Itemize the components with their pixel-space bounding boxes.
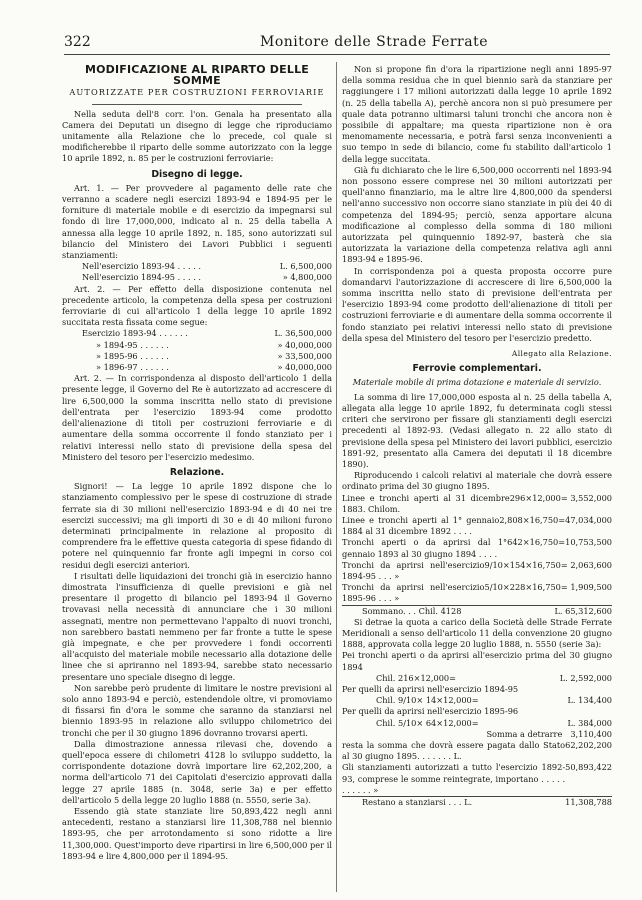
list-item: Nell'esercizio 1894-95 . . . . . » 4,800,000 bbox=[82, 272, 332, 283]
relazione-heading: Relazione. bbox=[169, 466, 225, 478]
list-item: » 1894-95 . . . . . . » 40,000,000 bbox=[96, 339, 332, 350]
right-paragraph-4: La somma di lire 17,000,000 esposta al n. 25 della tabella A, allegata alla legge 10 aprile 1892, fu determinata cogli stessi criteri che servirono per fissare gli stanziamenti degli esercizi precedenti al 1892-93. (Vedasi allegato n. 22 allo stato di previsione della spesa pel Ministero dei lavori pubblici, esercizio 1891-92, presentato alla Camera dei deputati il 18 dicembre 1890). bbox=[342, 391, 612, 469]
relazione-paragraph-4: Dalla dimostrazione annessa rilevasi che, dovendo a quell'epoca essere di chilometri 4128 lo sviluppo suddetto, la corrispondente dotazione dovrà importare lire 62,202,200, a norma dell'articolo 71 dei Capitolati d'esercizio approvati dalla legge 27 aprile 1885 (n. 3048, serie 3a) e per effetto dell'articolo 5 della legge 20 luglio 1888 (n. 5550, serie 3a). bbox=[62, 738, 332, 805]
right-paragraph-7: Pei tronchi aperti o da aprirsi all'esercizio prima del 30 giugno 1894 bbox=[342, 650, 612, 672]
right-paragraph-2: Già fu dichiarato che le lire 6,500,000 occorrenti nel 1893-94 non possono essere comprese nei 30 milioni autorizzati per quell'anno finanziario, ma le altre lire 4,800,000 da spendersi nell'anno successivo non occorre siano stanziate in più dei 40 di competenza del 1894-95; perciò, senza apportare alcuna modificazione al complesso della somma di 180 milioni autorizzata pel quinquennio 1892-97, basterà che sia autorizzata la variazione della competenza relativa agli anni 1893-94 e 1895-96. bbox=[342, 164, 612, 265]
relazione-paragraph-5: Essendo già state stanziate lire 50,893,422 negli anni antecedenti, restano a stanziarsi lire 11,308,788 nel biennio 1893-95, che per arrotondamento si sono ridotte a lire 11,300,000. Quest'importo deve ripartirsi in lire 6,500,000 per il 1893-94 e lire 4,800,000 per il 1894-95. bbox=[62, 806, 332, 861]
right-column bbox=[342, 64, 612, 808]
relazione-paragraph-2: I risultati delle liquidazioni dei tronchi già in esercizio hanno dimostrata l'insufficienza di quelle previsioni e già nel presentare il progetto di bilancio pel 1893-94 il Governo trovavasi nella necessità di annunciare che i 30 milioni assegnati, mentre non permettevano l'appalto di nuovi tronchi, non sarebbero bastati nemmeno per far fronte a tutte le spese già impegnate, e che per provvedere i fondi occorrenti all'acquisto del materiale mobile necessario alla dotazione delle linee che si apriranno nel 1893-94, sarebbe stato necessario presentare uno speciale disegno di legge. bbox=[62, 570, 332, 682]
list-item: » 1895-96 . . . . . . » 33,500,000 bbox=[96, 350, 332, 361]
relazione-paragraph-3: Non sarebbe però prudente di limitare le nostre previsioni al solo anno 1893-94 e perciò, estendendole oltre, vi promoviamo di fissarsi fin d'ora le somme che saranno da stanziarsi nel biennio 1893-95 in relazione allo sviluppo chilometrico dei tronchi che per il 30 giugno 1896 dovranno trovarsi aperti. bbox=[62, 682, 332, 738]
right-paragraph-1: Non si propone fin d'ora la ripartizione negli anni 1895-97 della somma residua che in quel biennio sarà da stanziare per raggiungere i 17 milioni autorizzati dalla legge 10 aprile 1892 (n. 25 della tabella A), perchè ancora non si può presumere per quale data potranno ultimarsi taluni tronchi che ancora non è possibile di appaltare; ma questa ripartizione non è ora menomamente necessaria, e potrà farsi senza inconvenienti a suo tempo in sede di bilancio, come fu stabilito dall'articolo 1 della legge succitata. bbox=[342, 64, 612, 164]
title-divider bbox=[92, 104, 302, 105]
article-subtitle: AUTORIZZATE PER COSTRUZIONI FERROVIARIE bbox=[69, 87, 325, 98]
table-row: Tronchi aperti o da aprirsi dal 1° gennaio 1893 al 30 giugno 1894 . . . . 642×16,750=10,753,500 bbox=[342, 537, 612, 559]
table-row: Per quelli da aprirsi nell'esercizio 1895-96 bbox=[342, 706, 519, 717]
table-row: Linee e tronchi aperti al 31 dicembre 1883. Chilom. 296×12,000= 3,552,000 bbox=[342, 492, 612, 514]
remaining-row: resta la somma che dovrà essere pagata dallo Stato al 30 giugno 1895. . . . . . . L. 62,202,200 bbox=[342, 739, 612, 762]
sum-row: Sommano. . . Chil. 4128 L. 65,312,600 bbox=[342, 605, 612, 617]
final-row: Restano a stanziarsi . . . L. 11,308,788 bbox=[342, 796, 612, 808]
deduct-total-row: Somma a detrarre 3,110,400 bbox=[486, 728, 612, 739]
article-1: Art. 1. — Per provvedere al pagamento delle rate che verranno a scadere negli esercizi 1893-94 e 1894-95 per le forniture di materiale mobile e di esercizio da impegnarsi sul fondo di lire 17,000,000, indicato al n. 25 della tabella A annessa alla legge 10 aprile 1892, n. 185, sono autorizzati sul bilancio del Ministero dei Lavori Pubblici i seguenti stanziamenti: bbox=[62, 182, 332, 261]
list-item: Esercizio 1893-94 . . . . . . L. 36,500,000 bbox=[82, 328, 332, 339]
relazione-paragraph-1: Signori! — La legge 10 aprile 1892 dispone che lo stanziamento complessivo per le spese di costruzione di strade ferrate sia di 30 milioni nell'esercizio 1893-94 e di 40 nei tre esercizi successivi; ma gli importi di 30 e di 40 milioni furono determinati principalmente in relazione al proposito di comprendere fra le effettive questa categoria di spese fidando di potere nel quinquennio far fronte agli impegni in corso coi residui degli esercizi anteriori. bbox=[62, 481, 332, 570]
column-divider bbox=[336, 62, 337, 892]
allegato-label: Allegato alla Relazione. bbox=[511, 349, 612, 359]
right-paragraph-6: Si detrae la quota a carico della Società delle Strade Ferrate Meridionali a senso dell'articolo 11 della convenzione 20 giugno 1888, approvata colla legge 20 luglio 1888, n. 5550 (serie 3a): bbox=[342, 616, 612, 650]
table-row: Chil. 5/10× 64×12,000= L. 384,000 bbox=[376, 717, 612, 728]
table-row: Chil. 9/10× 14×12,000= L. 134,400 bbox=[376, 695, 612, 706]
ferrovie-subheading: Materiale mobile di prima dotazione e materiale di servizio. bbox=[352, 377, 602, 388]
table-row: Tronchi da aprirsi nell'esercizio 1894-95 . . . » 9/10×154×16,750= 2,063,600 bbox=[342, 559, 612, 581]
list-item: » 1896-97 . . . . . . » 40,000,000 bbox=[96, 362, 332, 373]
article-2: Art. 2. — Per effetto della disposizione contenuta nel precedente articolo, la competenza della spesa per costruzioni ferroviarie di cui all'articolo 1 della legge 10 aprile 1892 succitata resta fissata come segue: bbox=[62, 283, 332, 328]
authorized-row: Gli stanziamenti autorizzati a tutto l'esercizio 1892-93, comprese le somme reintegrate, importano . . . . . . . . . . . » 50,893,422 bbox=[342, 762, 612, 795]
page-header bbox=[64, 34, 610, 55]
intro-paragraph: Nella seduta dell'8 corr. l'on. Genala ha presentato alla Camera dei Deputati un disegno di legge che riproduciamo unitamente alla Relazione che lo precede, col quale si modificherebbe il riparto delle somme autorizzato con la legge 10 aprile 1892, n. 85 per le costruzioni ferroviarie: bbox=[62, 108, 332, 164]
table-row: Linee e tronchi aperti al 1° gennaio 1884 al 31 dicembre 1892 . . . . 2,808×16,750=47,034,000 bbox=[342, 514, 612, 537]
ferrovie-heading: Ferrovie complementari. bbox=[412, 363, 542, 375]
bill-heading: Disegno di legge. bbox=[151, 168, 243, 180]
table-row: Per quelli da aprirsi nell'esercizio 1894-95 bbox=[342, 683, 519, 694]
table-row: Chil. 216×12,000= L. 2,592,000 bbox=[376, 672, 612, 683]
article-3: Art. 2. — In corrispondenza al disposto dell'articolo 1 della presente legge, il Governo del Re è autorizzato ad accrescere di lire 6,500,000 la somma inscritta nello stato di previsione dell'entrata per l'esercizio 1893-94 come prodotto dell'alienazione di titoli per costruzioni ferroviarie e di aumentare della somma occorrente il fondo stanziato per i relativi interessi nello stato di previsione della spesa del Ministero del tesoro per l'esercizio medesimo. bbox=[62, 373, 332, 462]
page-number: 322 bbox=[64, 34, 91, 50]
left-column bbox=[62, 64, 332, 862]
table-row: Tronchi da aprirsi nell'esercizio 1895-96 . . . » 5/10×228×16,750= 1,909,500 bbox=[342, 582, 612, 604]
right-paragraph-5: Riproducendo i calcoli relativi al materiale che dovrà essere ordinato prima del 30 giugno 1895. bbox=[342, 470, 612, 492]
article-title: MODIFICAZIONE AL RIPARTO DELLE SOMME bbox=[84, 63, 309, 88]
list-item: Nell'esercizio 1893-94 . . . . . L. 6,500,000 bbox=[82, 261, 332, 272]
running-head: Monitore delle Strade Ferrate bbox=[259, 34, 488, 50]
right-paragraph-3: In corrispondenza poi a questa proposta occorre pure domandarvi l'autorizzazione di accrescere di lire 6,500,000 la somma inscritta nello stato di previsione dell'entrata per l'esercizio 1893-94 come prodotto dell'alienazione di titoli per costruzioni ferroviarie e di aumentare della somma occorrente il fondo stanziato pei relativi interessi nello stato di previsione della spesa del Ministero del tesoro per l'esercizio predetto. bbox=[342, 265, 612, 343]
